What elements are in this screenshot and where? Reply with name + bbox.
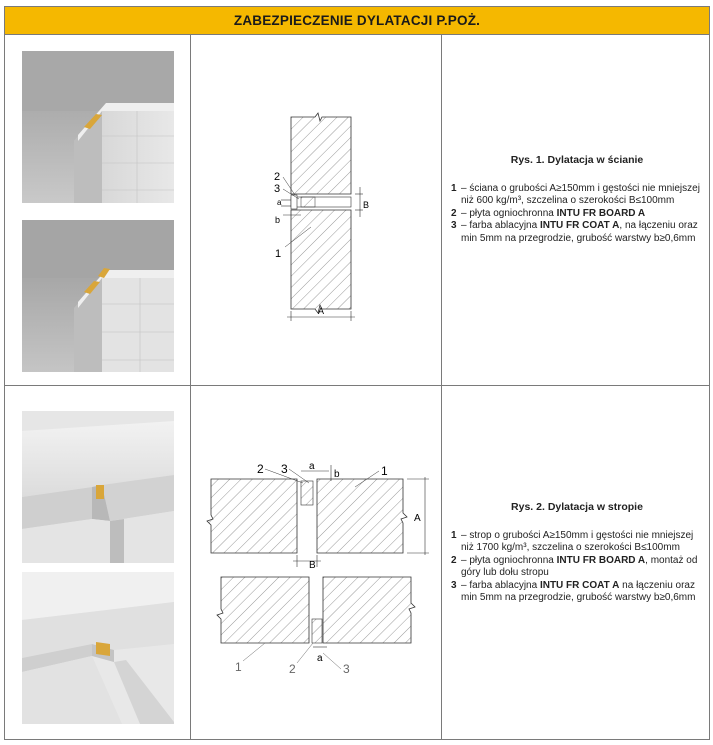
dim-A-label: A	[414, 513, 421, 524]
legend-item: 2 – płyta ogniochronna INTU FR BOARD A, montaż od góry lub dołu stropu	[451, 554, 698, 578]
dim-a-label-lower: a	[317, 653, 323, 664]
legend-item: 3 – farba ablacyjna INTU FR COAT A, na łączeniu oraz min 5mm na przegrodzie, grubość warstwy b≥0,6mm	[451, 220, 698, 244]
callout-2: 2	[289, 662, 296, 676]
row-divider	[5, 385, 709, 386]
header-bar	[5, 7, 709, 35]
floor-joint-photo-top	[22, 411, 174, 563]
figure-caption: Rys. 1. Dylatacja w ścianie	[510, 154, 644, 166]
callout-3: 3	[274, 183, 281, 195]
legend-floor	[451, 501, 703, 605]
dim-A-label: A	[318, 306, 325, 316]
callout-1: 1	[235, 660, 242, 674]
column-divider	[441, 35, 442, 739]
page-title: ZABEZPIECZENIE DYLATACJI P.POŻ.	[233, 13, 481, 28]
wall-joint-photo-top	[22, 51, 174, 203]
callout-3: 3	[343, 662, 350, 676]
legend-item: 1 – strop o grubości A≥150mm i gęstości nie mniejszej niż 1700 kg/m³, szczelina o szerokości B≤100mm	[451, 529, 694, 553]
column-divider	[190, 35, 191, 739]
figure-caption: Rys. 2. Dylatacja w stropie	[511, 501, 643, 513]
floor-joint-photo-bottom	[22, 572, 174, 724]
dim-B-label: B	[363, 200, 370, 210]
dim-b-label: b	[334, 469, 340, 480]
legend-item: 1 – ściana o grubości A≥150mm i gęstości nie mniejszej niż 600 kg/m³, szczelina o szerokości B≤100mm	[451, 182, 700, 206]
legend-wall	[451, 154, 703, 245]
wall-joint-drawing	[255, 97, 385, 327]
dim-a-label: a	[277, 198, 282, 207]
callout-3: 3	[281, 462, 288, 476]
document-sheet	[4, 6, 710, 740]
legend-item: 3 – farba ablacyjna INTU FR COAT A na łączeniu oraz min 5mm na przegrodzie, grubość warstwy b≥0,6mm	[451, 579, 696, 603]
legend-item: 2 – płyta ogniochronna INTU FR BOARD A	[451, 207, 646, 219]
dim-a-label: a	[309, 461, 315, 472]
callout-1: 1	[381, 464, 388, 478]
callout-1: 1	[275, 248, 282, 260]
floor-joint-drawing	[205, 447, 437, 677]
callout-2: 2	[257, 462, 264, 476]
dim-B-label: B	[309, 560, 316, 571]
wall-joint-photo-bottom	[22, 220, 174, 372]
callout-2: 2	[274, 171, 281, 183]
dim-b-label: b	[275, 215, 281, 225]
